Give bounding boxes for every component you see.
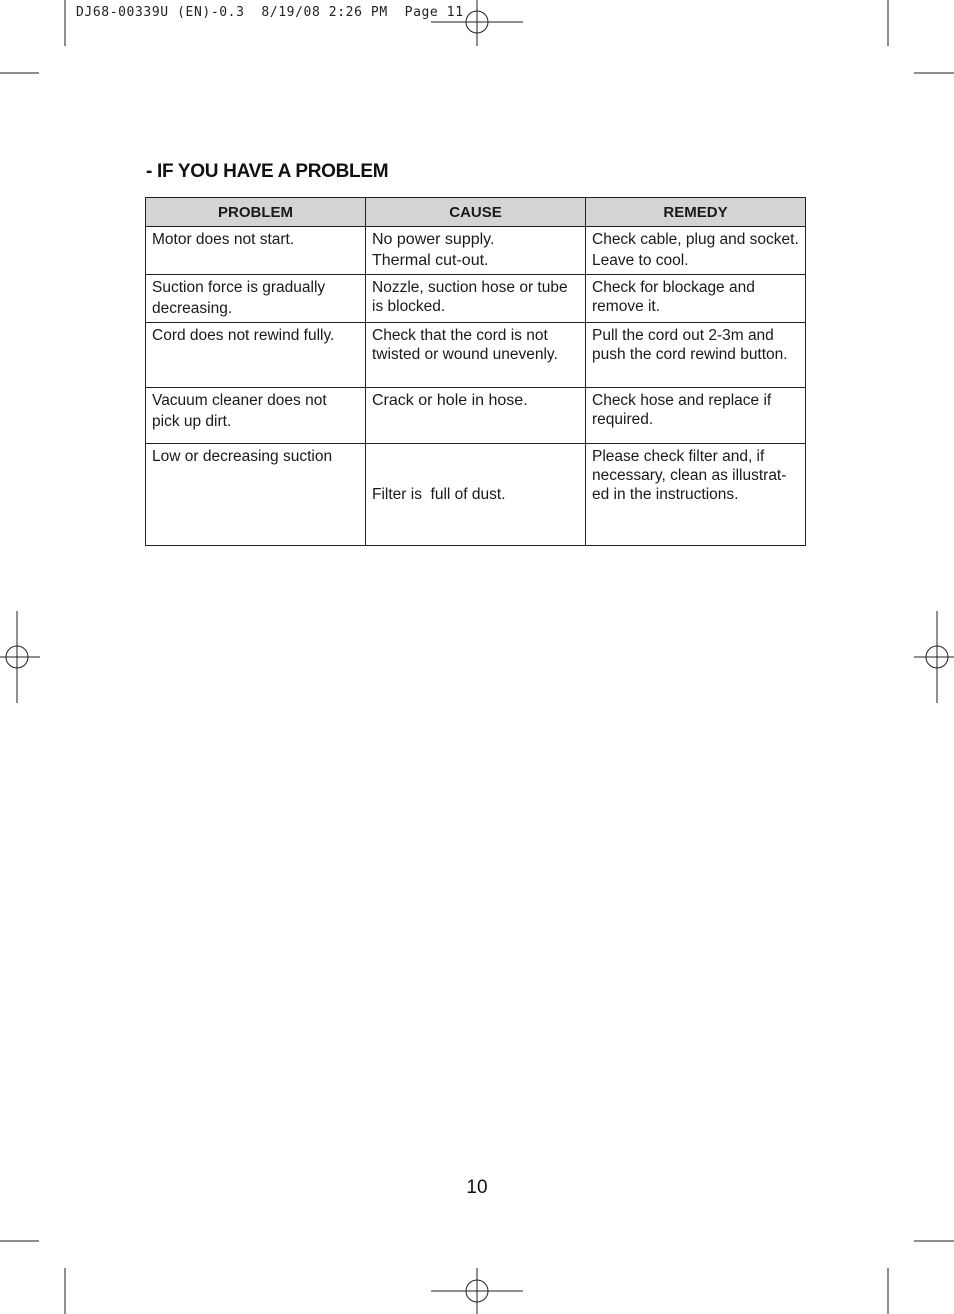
- remedy-cell: [586, 275, 806, 323]
- problem-cell: [146, 323, 366, 388]
- cause-line: Check that the cord is not: [372, 327, 548, 344]
- problem-cell: [146, 388, 366, 444]
- remedy-line: necessary, clean as illustrat-: [592, 467, 787, 484]
- cause-line: Crack or hole in hose.: [372, 392, 528, 409]
- problem-line: Low or decreasing suction: [152, 448, 333, 465]
- column-header-remedy: REMEDY: [586, 198, 806, 227]
- remedy-line: push the cord rewind button.: [592, 346, 788, 363]
- column-header-cause: CAUSE: [366, 198, 586, 227]
- table-row: [146, 275, 806, 323]
- cause-line: is blocked.: [372, 298, 446, 315]
- cause-line: Thermal cut-out.: [372, 252, 489, 269]
- cause-cell: [366, 275, 586, 323]
- problem-cell: [146, 227, 366, 275]
- troubleshooting-table: [145, 197, 806, 546]
- problem-cell: [146, 444, 366, 546]
- table-header-row: [146, 198, 806, 227]
- problem-line: Suction force is gradually: [152, 279, 326, 296]
- remedy-line: remove it.: [592, 298, 661, 315]
- page-number: 10: [466, 1177, 488, 1198]
- problem-line: Motor does not start.: [152, 231, 295, 248]
- registration-target-right: [914, 611, 954, 703]
- cause-cell: [366, 388, 586, 444]
- registration-target-bottom: [431, 1268, 523, 1314]
- remedy-line: Leave to cool.: [592, 252, 689, 269]
- column-header-problem: PROBLEM: [146, 198, 366, 227]
- cause-line: Nozzle, suction hose or tube: [372, 279, 568, 296]
- cause-line: twisted or wound unevenly.: [372, 346, 558, 363]
- cause-cell: [366, 227, 586, 275]
- cause-line: Filter is full of dust.: [372, 486, 506, 503]
- remedy-line: Please check filter and, if: [592, 448, 765, 465]
- remedy-cell: [586, 444, 806, 546]
- section-title: - IF YOU HAVE A PROBLEM: [146, 161, 389, 182]
- remedy-cell: [586, 388, 806, 444]
- problem-line: Cord does not rewind fully.: [152, 327, 335, 344]
- cause-cell: [366, 323, 586, 388]
- problem-line: pick up dirt.: [152, 413, 232, 430]
- problem-cell: [146, 275, 366, 323]
- problem-line: decreasing.: [152, 300, 233, 317]
- table-row: [146, 388, 806, 444]
- table-row: [146, 444, 806, 546]
- remedy-cell: [586, 227, 806, 275]
- print-slug: DJ68-00339U (EN)-0.3 8/19/08 2:26 PM Page 11: [76, 5, 464, 20]
- remedy-line: Check hose and replace if: [592, 392, 772, 409]
- remedy-line: Pull the cord out 2-3m and: [592, 327, 774, 344]
- problem-line: Vacuum cleaner does not: [152, 392, 327, 409]
- remedy-line: required.: [592, 411, 654, 428]
- remedy-line: Check for blockage and: [592, 279, 755, 296]
- remedy-line: ed in the instructions.: [592, 486, 739, 503]
- table-row: [146, 323, 806, 388]
- remedy-line: Check cable, plug and socket.: [592, 231, 799, 248]
- cause-line: No power supply.: [372, 231, 495, 248]
- registration-target-left: [0, 611, 40, 703]
- remedy-cell: [586, 323, 806, 388]
- table-row: [146, 227, 806, 275]
- cause-cell: [366, 444, 586, 546]
